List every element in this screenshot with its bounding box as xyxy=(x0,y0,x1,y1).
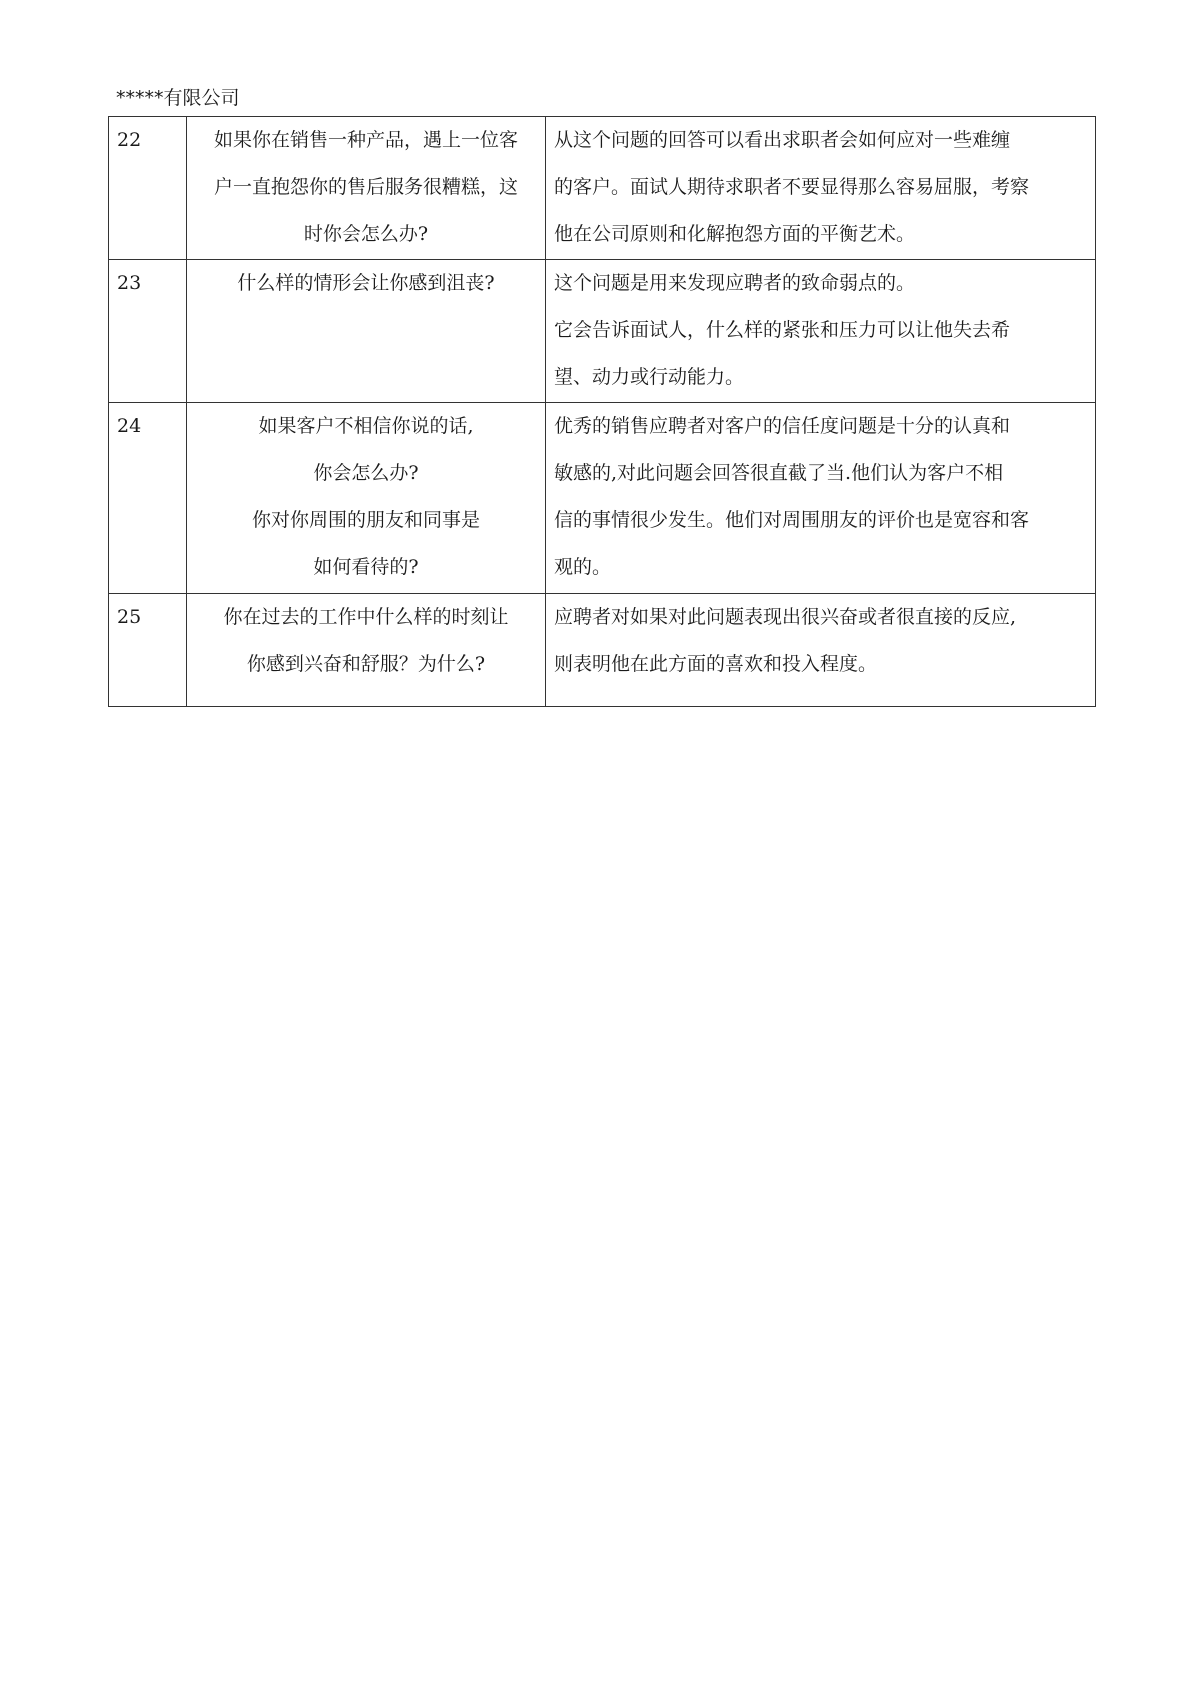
table-row xyxy=(109,260,1096,403)
question-number: 25 xyxy=(109,594,187,707)
company-name: *****有限公司 xyxy=(116,87,240,109)
answer-line: 从这个问题的回答可以看出求职者会如何应对一些难缠 xyxy=(554,129,1011,151)
question-line: 户一直抱怨你的售后服务很糟糕，这 xyxy=(213,176,518,198)
question-line: 如果你在销售一种产品，遇上一位客 xyxy=(213,129,518,151)
answer-line: 的客户。面试人期待求职者不要显得那么容易屈服，考察 xyxy=(554,176,1030,198)
answer-cell xyxy=(546,403,1096,594)
question-line: 如果客户不相信你说的话, xyxy=(258,415,474,437)
answer-line: 这个问题是用来发现应聘者的致命弱点的。 xyxy=(554,272,916,294)
question-cell xyxy=(187,594,546,707)
table-row xyxy=(109,117,1096,260)
question-line: 时你会怎么办? xyxy=(303,223,429,245)
answer-line: 应聘者对如果对此问题表现出很兴奋或者很直接的反应, xyxy=(554,606,1017,628)
answer-cell xyxy=(546,260,1096,403)
question-line: 你会怎么办? xyxy=(313,462,419,484)
question-line: 你在过去的工作中什么样的时刻让 xyxy=(223,606,509,628)
question-number: 24 xyxy=(109,403,187,594)
question-cell xyxy=(187,403,546,594)
answer-line: 敏感的,对此问题会回答很直截了当.他们认为客户不相 xyxy=(554,462,1004,484)
question-line: 如何看待的? xyxy=(313,556,419,578)
answer-line: 观的。 xyxy=(554,556,612,578)
answer-cell xyxy=(546,117,1096,260)
question-line: 你感到兴奋和舒服？为什么? xyxy=(246,653,486,675)
answer-line: 则表明他在此方面的喜欢和投入程度。 xyxy=(554,653,878,675)
question-line: 什么样的情形会让你感到沮丧? xyxy=(237,272,495,294)
answer-line: 它会告诉面试人，什么样的紧张和压力可以让他失去希 xyxy=(554,319,1011,341)
answer-line: 信的事情很少发生。他们对周围朋友的评价也是宽容和客 xyxy=(554,509,1030,531)
question-number: 22 xyxy=(109,117,187,260)
question-number: 23 xyxy=(109,260,187,403)
table-row xyxy=(109,403,1096,594)
answer-cell xyxy=(546,594,1096,707)
table-row xyxy=(109,594,1096,707)
answer-line: 望、动力或行动能力。 xyxy=(554,366,745,388)
question-cell xyxy=(187,117,546,260)
interview-question-table xyxy=(108,116,1096,707)
question-line: 你对你周围的朋友和同事是 xyxy=(251,509,480,531)
page-header xyxy=(116,84,1088,117)
answer-line: 优秀的销售应聘者对客户的信任度问题是十分的认真和 xyxy=(554,415,1011,437)
question-cell xyxy=(187,260,546,403)
answer-line: 他在公司原则和化解抱怨方面的平衡艺术。 xyxy=(554,223,916,245)
